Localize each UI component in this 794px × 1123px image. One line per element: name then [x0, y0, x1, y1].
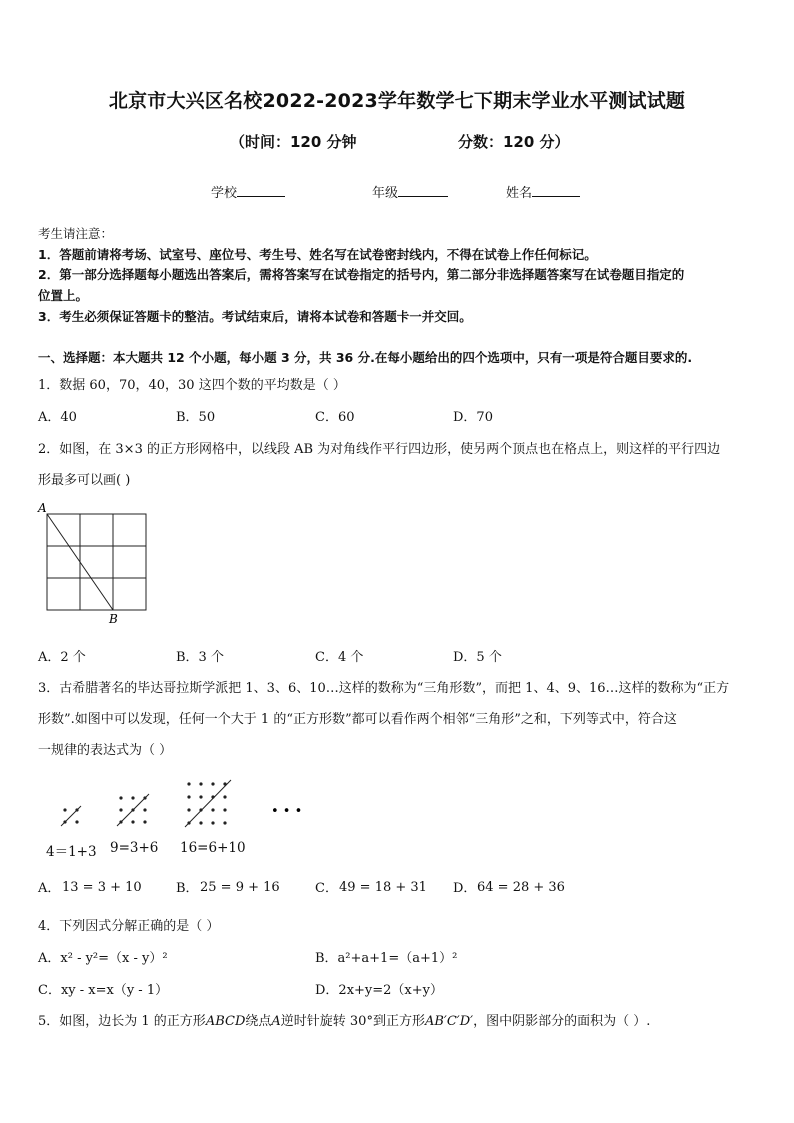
q5-square-abcd: ABCD [205, 1014, 246, 1029]
name-label: 姓名 [506, 186, 533, 201]
q4-option-d: D．2x+y=2（x+y） [315, 983, 443, 998]
notice-item-2-cont: 位置上。 [38, 288, 89, 303]
q4-stem: 4．下列因式分解正确的是（ ） [38, 919, 220, 934]
q2-grid-figure [30, 498, 160, 628]
q5-point-a: A [271, 1014, 281, 1029]
diagonal-line [185, 780, 231, 827]
page-title: 北京市大兴区名校2022-2023学年数学七下期末学业水平测试试题 [108, 90, 686, 112]
q5-stem [38, 1010, 650, 1029]
q5-around: 绕点 [245, 1014, 272, 1029]
ellipsis: • • • [271, 804, 303, 819]
q3-option-d: 64 = 28 + 36 [477, 880, 565, 895]
grade-field [372, 182, 448, 201]
q2-stem-line2: 形最多可以画( ) [38, 473, 131, 488]
q3-eq-16: 16=6+10 [180, 840, 246, 856]
q2-option-c: C．4 个 [315, 650, 364, 665]
school-field [211, 182, 285, 201]
q5-stem-pre: 5．如图，边长为 1 的正方形 [38, 1014, 206, 1029]
q2-option-b: B．3 个 [176, 650, 224, 665]
q3-stem-line2: 形数”.如图中可以发现，任何一个大于 1 的“正方形数”都可以看作两个相邻“三角形”之和，下列等式中，符合这 [38, 712, 677, 727]
notice-heading: 考生请注意： [38, 226, 114, 241]
q3-option-d-label: D． [453, 881, 477, 896]
name-field [506, 182, 580, 201]
exam-time: （时间：120 分钟 [230, 133, 357, 151]
point-b-label: B [109, 612, 118, 626]
school-blank [237, 184, 285, 197]
q1-option-c: C．60 [315, 410, 355, 425]
q4-option-a: A．x² - y²=（x - y）² [38, 951, 168, 966]
q3-option-a-label: A． [38, 881, 61, 896]
grade-label: 年级 [372, 186, 399, 201]
q5-square-abcd-prime: AB′C′D′ [424, 1014, 474, 1029]
q3-option-c-label: C． [315, 881, 338, 896]
q5-rotate: 逆时针旋转 30°到正方形 [280, 1014, 425, 1029]
q3-option-b: 25 = 9 + 16 [200, 880, 280, 895]
q1-stem: 1．数据 60，70，40，30 这四个数的平均数是（ ） [38, 378, 346, 393]
exam-score: 分数：120 分） [458, 133, 570, 151]
q3-option-c: 49 = 18 + 31 [339, 880, 427, 895]
notice-item-1: 1．答题前请将考场、试室号、座位号、考生号、姓名写在试卷密封线内，不得在试卷上作任何标记。 [38, 247, 597, 262]
section-heading: 一、选择题：本大题共 12 个小题，每小题 3 分，共 36 分.在每小题给出的四个选项中，只有一项是符合题目要求的. [38, 350, 693, 365]
school-label: 学校 [211, 186, 238, 201]
notice-item-2: 2．第一部分选择题每小题选出答案后，需将答案写在试卷指定的括号内，第二部分非选择题答案写在试卷题目指定的 [38, 267, 685, 282]
q5-stem-post: ，图中阴影部分的面积为（ ）. [473, 1014, 651, 1029]
q2-option-a: A．2 个 [38, 650, 86, 665]
q3-eq-4: 4＝1+3 [46, 844, 97, 860]
q3-stem-line3: 一规律的表达式为（ ） [38, 743, 173, 758]
point-a-label: A [38, 501, 47, 515]
q1-option-b: B．50 [176, 410, 216, 425]
q1-option-a: A．40 [38, 410, 77, 425]
q3-stem-line1: 3．古希腊著名的毕达哥拉斯学派把 1、3、6、10…这样的数称为“三角形数”，而把 1、4、9、16…这样的数称为“正方 [38, 681, 730, 696]
q3-option-b-label: B． [176, 881, 199, 896]
grade-blank [398, 184, 448, 197]
name-blank [532, 184, 580, 197]
q3-option-a: 13 = 3 + 10 [62, 880, 142, 895]
q4-option-b: B．a²+a+1=（a+1）² [315, 951, 458, 966]
q3-eq-9: 9=3+6 [110, 840, 159, 856]
grid-border [47, 514, 146, 610]
q2-stem-line1: 2．如图，在 3×3 的正方形网格中，以线段 AB 为对角线作平行四边形，使另两个顶点也在格点上，则这样的平行四边 [38, 442, 721, 457]
q4-option-c: C．xy - x=x（y - 1） [38, 983, 169, 998]
q2-option-d: D．5 个 [453, 650, 502, 665]
q3-dot-figure [55, 772, 315, 832]
q1-option-d: D．70 [453, 410, 493, 425]
notice-item-3: 3．考生必须保证答题卡的整洁。考试结束后，请将本试卷和答题卡一并交回。 [38, 309, 472, 324]
